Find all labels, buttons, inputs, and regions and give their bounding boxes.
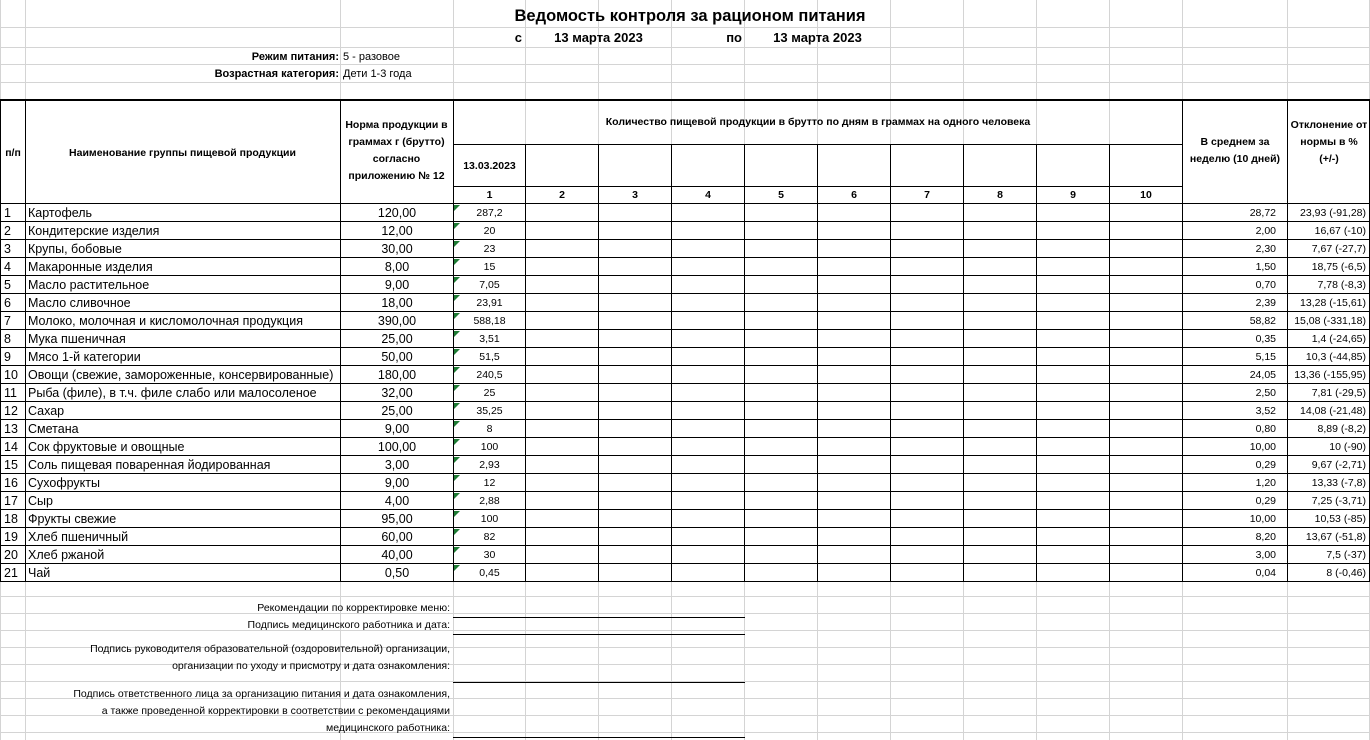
avg-value[interactable]: 58,82 <box>1249 315 1276 327</box>
deviation-value[interactable]: 7,5 (-37) <box>1326 549 1366 561</box>
norm-value[interactable]: 12,00 <box>381 224 413 238</box>
product-name[interactable]: Макаронные изделия <box>28 260 153 274</box>
row-number[interactable]: 16 <box>4 476 18 490</box>
table-row <box>0 420 1370 438</box>
table-row <box>0 564 1370 582</box>
row-number[interactable]: 7 <box>4 314 11 328</box>
product-name[interactable]: Сметана <box>28 422 79 436</box>
product-name[interactable]: Сухофрукты <box>28 476 101 490</box>
deviation-value[interactable]: 8,89 (-8,2) <box>1317 423 1366 435</box>
age-value[interactable]: Дети 1-3 года <box>343 68 412 80</box>
table-row <box>0 492 1370 510</box>
product-name[interactable]: Крупы, бобовые <box>28 242 122 256</box>
table-row <box>0 204 1370 222</box>
age-label: Возрастная категория: <box>214 68 339 80</box>
table-row <box>0 330 1370 348</box>
day-number[interactable]: 8 <box>997 189 1003 201</box>
product-name[interactable]: Мясо 1-й категории <box>28 350 141 364</box>
row-number[interactable]: 8 <box>4 332 11 346</box>
avg-value[interactable]: 2,50 <box>1255 387 1276 399</box>
table-row <box>0 276 1370 294</box>
day1-value[interactable]: 8 <box>486 423 493 435</box>
row-number[interactable]: 9 <box>4 350 11 364</box>
norm-value[interactable]: 40,00 <box>381 548 413 562</box>
header-norm[interactable]: Норма продукции в граммах г (брутто) согласно приложению № 12 <box>345 119 448 182</box>
deviation-value[interactable]: 18,75 (-6,5) <box>1311 261 1366 273</box>
table-row <box>0 312 1370 330</box>
deviation-value[interactable]: 13,67 (-51,8) <box>1305 531 1366 543</box>
border-h <box>453 634 745 635</box>
row-number[interactable]: 6 <box>4 296 11 310</box>
row-number[interactable]: 10 <box>4 368 18 382</box>
header-days-title[interactable]: Количество пищевой продукции в брутто по дням в граммах на одного человека <box>605 116 1031 128</box>
day1-value[interactable]: 0,45 <box>479 567 500 579</box>
product-name[interactable]: Хлеб ржаной <box>28 548 105 562</box>
row-number[interactable]: 4 <box>4 260 11 274</box>
recommendations-label: Рекомендации по корректировке меню: <box>257 602 450 614</box>
row-number[interactable]: 13 <box>4 422 18 436</box>
border-h <box>453 144 1183 145</box>
day-number[interactable]: 9 <box>1070 189 1076 201</box>
avg-value[interactable]: 24,05 <box>1249 369 1276 381</box>
norm-value[interactable]: 25,00 <box>381 332 413 346</box>
deviation-value[interactable]: 8 (-0,46) <box>1326 567 1366 579</box>
avg-value[interactable]: 8,20 <box>1255 531 1276 543</box>
day1-value[interactable]: 240,5 <box>476 369 503 381</box>
norm-value[interactable]: 4,00 <box>384 494 410 508</box>
header-avg[interactable]: В среднем за неделю (10 дней) <box>1189 136 1281 165</box>
border-h <box>453 737 745 738</box>
day-number[interactable]: 10 <box>1140 189 1152 201</box>
avg-value[interactable]: 0,04 <box>1255 567 1276 579</box>
resp-signature-label-line3: медицинского работника: <box>325 722 450 734</box>
deviation-value[interactable]: 7,67 (-27,7) <box>1311 243 1366 255</box>
norm-value[interactable]: 390,00 <box>377 314 417 328</box>
head-signature-label-line1: Подпись руководителя образовательной (оздоровительной) организации, <box>90 643 450 655</box>
day1-value[interactable]: 588,18 <box>473 315 506 327</box>
norm-value[interactable]: 18,00 <box>381 296 413 310</box>
day-number[interactable]: 3 <box>632 189 638 201</box>
table-row <box>0 222 1370 240</box>
period-from-label: с <box>514 30 522 45</box>
day1-value[interactable]: 25 <box>483 387 496 399</box>
day1-value[interactable]: 15 <box>483 261 496 273</box>
norm-value[interactable]: 0,50 <box>384 566 410 580</box>
day1-value[interactable]: 100 <box>480 441 499 453</box>
deviation-value[interactable]: 9,67 (-2,71) <box>1311 459 1366 471</box>
avg-value[interactable]: 28,72 <box>1249 207 1276 219</box>
day1-value[interactable]: 20 <box>483 225 496 237</box>
border-h <box>453 682 745 683</box>
header-dev[interactable]: Отклонение от нормы в % (+/-) <box>1290 119 1368 165</box>
day1-value[interactable]: 3,51 <box>479 333 500 345</box>
product-name[interactable]: Сок фруктовые и овощные <box>28 440 185 454</box>
row-number[interactable]: 20 <box>4 548 18 562</box>
period-to-label: по <box>726 30 742 45</box>
avg-value[interactable]: 2,39 <box>1255 297 1276 309</box>
product-name[interactable]: Сахар <box>28 404 65 418</box>
day1-value[interactable]: 12 <box>483 477 496 489</box>
document-title[interactable]: Ведомость контроля за рационом питания <box>514 7 866 25</box>
deviation-value[interactable]: 14,08 (-21,48) <box>1300 405 1366 417</box>
row-number[interactable]: 11 <box>4 386 17 400</box>
avg-value[interactable]: 1,20 <box>1255 477 1276 489</box>
day-number[interactable]: 1 <box>486 189 493 201</box>
day1-value[interactable]: 7,05 <box>479 279 500 291</box>
day-number[interactable]: 6 <box>851 189 857 201</box>
product-name[interactable]: Соль пищевая поваренная йодированная <box>28 458 271 472</box>
avg-value[interactable]: 0,29 <box>1255 495 1276 507</box>
table-row <box>0 258 1370 276</box>
period-from-date[interactable]: 13 марта 2023 <box>554 30 643 45</box>
product-name[interactable]: Картофель <box>28 206 93 220</box>
norm-value[interactable]: 180,00 <box>377 368 417 382</box>
avg-value[interactable]: 5,15 <box>1255 351 1276 363</box>
row-number[interactable]: 15 <box>4 458 18 472</box>
resp-signature-label-line2: а также проведенной корректировки в соответствии с рекомендациями <box>101 705 450 717</box>
table-row <box>0 240 1370 258</box>
deviation-value[interactable]: 7,25 (-3,71) <box>1311 495 1366 507</box>
norm-value[interactable]: 32,00 <box>381 386 413 400</box>
border-h <box>0 100 1370 101</box>
header-name[interactable]: Наименование группы пищевой продукции <box>69 147 296 159</box>
row-number[interactable]: 21 <box>4 566 18 580</box>
row-number[interactable]: 1 <box>4 206 11 220</box>
day1-value[interactable]: 35,25 <box>476 405 503 417</box>
deviation-value[interactable]: 16,67 (-10) <box>1314 225 1366 237</box>
day-number[interactable]: 5 <box>778 189 784 201</box>
deviation-value[interactable]: 15,08 (-331,18) <box>1294 315 1366 327</box>
deviation-value[interactable]: 13,28 (-15,61) <box>1300 297 1366 309</box>
row-number[interactable]: 5 <box>4 278 11 292</box>
product-name[interactable]: Кондитерские изделия <box>28 224 160 238</box>
product-name[interactable]: Мука пшеничная <box>28 332 126 346</box>
resp-signature-label-line1: Подпись ответственного лица за организацию питания и дата ознакомления, <box>73 688 450 700</box>
row-number[interactable]: 19 <box>4 530 18 544</box>
day-number[interactable]: 7 <box>924 189 930 201</box>
table-row <box>0 294 1370 312</box>
gridline-row <box>0 596 1370 597</box>
norm-value[interactable]: 95,00 <box>381 512 413 526</box>
table-row <box>0 510 1370 528</box>
deviation-value[interactable]: 23,93 (-91,28) <box>1300 207 1366 219</box>
table-row <box>0 384 1370 402</box>
norm-value[interactable]: 100,00 <box>377 440 417 454</box>
table-row <box>0 402 1370 420</box>
row-number[interactable]: 2 <box>4 224 11 238</box>
norm-value[interactable]: 60,00 <box>381 530 413 544</box>
table-row <box>0 528 1370 546</box>
avg-value[interactable]: 0,70 <box>1255 279 1276 291</box>
product-name[interactable]: Овощи (свежие, замороженные, консервированные) <box>28 368 334 382</box>
avg-value[interactable]: 0,35 <box>1255 333 1276 345</box>
avg-value[interactable]: 10,00 <box>1249 513 1276 525</box>
header-num[interactable]: п/п <box>5 147 21 159</box>
regime-label: Режим питания: <box>251 51 339 63</box>
day1-value[interactable]: 30 <box>483 549 496 561</box>
avg-value[interactable]: 3,00 <box>1255 549 1276 561</box>
product-name[interactable]: Масло сливочное <box>28 296 131 310</box>
avg-value[interactable]: 3,52 <box>1255 405 1276 417</box>
gridline-row <box>0 27 1370 28</box>
table-row <box>0 366 1370 384</box>
row-number[interactable]: 12 <box>4 404 18 418</box>
regime-value[interactable]: 5 - разовое <box>343 51 400 63</box>
day1-value[interactable]: 2,93 <box>479 459 500 471</box>
medical-signature-label: Подпись медицинского работника и дата: <box>247 619 450 631</box>
product-name[interactable]: Чай <box>28 566 51 580</box>
border-h <box>453 617 745 618</box>
day1-value[interactable]: 51,5 <box>479 351 500 363</box>
norm-value[interactable]: 30,00 <box>381 242 413 256</box>
deviation-value[interactable]: 1,4 (-24,65) <box>1311 333 1366 345</box>
row-number[interactable]: 17 <box>4 494 18 508</box>
avg-value[interactable]: 2,30 <box>1255 243 1276 255</box>
product-name[interactable]: Фрукты свежие <box>28 512 117 526</box>
head-signature-label-line2: организации по уходу и присмотру и дата ознакомления: <box>172 660 450 672</box>
table-row <box>0 438 1370 456</box>
norm-value[interactable]: 9,00 <box>384 278 410 292</box>
avg-value[interactable]: 1,50 <box>1255 261 1276 273</box>
norm-value[interactable]: 50,00 <box>381 350 413 364</box>
table-row <box>0 546 1370 564</box>
period-to-date[interactable]: 13 марта 2023 <box>773 30 862 45</box>
row-number[interactable]: 14 <box>4 440 18 454</box>
day1-value[interactable]: 82 <box>483 531 496 543</box>
deviation-value[interactable]: 10,3 (-44,85) <box>1305 351 1366 363</box>
day-number[interactable]: 2 <box>559 189 565 201</box>
deviation-value[interactable]: 13,33 (-7,8) <box>1311 477 1366 489</box>
table-row <box>0 348 1370 366</box>
day1-value[interactable]: 23 <box>483 243 496 255</box>
row-number[interactable]: 3 <box>4 242 11 256</box>
product-name[interactable]: Хлеб пшеничный <box>28 530 129 544</box>
avg-value[interactable]: 2,00 <box>1255 225 1276 237</box>
deviation-value[interactable]: 13,36 (-155,95) <box>1294 369 1366 381</box>
deviation-value[interactable]: 10,53 (-85) <box>1314 513 1366 525</box>
avg-value[interactable]: 0,80 <box>1255 423 1276 435</box>
norm-value[interactable]: 3,00 <box>384 458 410 472</box>
day1-value[interactable]: 100 <box>480 513 499 525</box>
deviation-value[interactable]: 7,78 (-8,3) <box>1317 279 1366 291</box>
day1-value[interactable]: 23,91 <box>476 297 503 309</box>
product-name[interactable]: Рыба (филе), в т.ч. филе слабо или малосоленое <box>28 386 317 400</box>
norm-value[interactable]: 9,00 <box>384 476 410 490</box>
header-day1-date[interactable]: 13.03.2023 <box>463 160 516 172</box>
product-name[interactable]: Сыр <box>28 494 53 508</box>
avg-value[interactable]: 10,00 <box>1249 441 1276 453</box>
deviation-value[interactable]: 10 (-90) <box>1329 441 1366 453</box>
table-row <box>0 456 1370 474</box>
day-number[interactable]: 4 <box>705 189 711 201</box>
norm-value[interactable]: 25,00 <box>381 404 413 418</box>
day1-value[interactable]: 2,88 <box>479 495 500 507</box>
norm-value[interactable]: 8,00 <box>384 260 410 274</box>
avg-value[interactable]: 0,29 <box>1255 459 1276 471</box>
row-number[interactable]: 18 <box>4 512 18 526</box>
product-name[interactable]: Молоко, молочная и кисломолочная продукция <box>28 314 303 328</box>
day1-value[interactable]: 287,2 <box>476 207 503 219</box>
norm-value[interactable]: 9,00 <box>384 422 410 436</box>
norm-value[interactable]: 120,00 <box>377 206 417 220</box>
table-row <box>0 474 1370 492</box>
product-name[interactable]: Масло растительное <box>28 278 150 292</box>
deviation-value[interactable]: 7,81 (-29,5) <box>1311 387 1366 399</box>
